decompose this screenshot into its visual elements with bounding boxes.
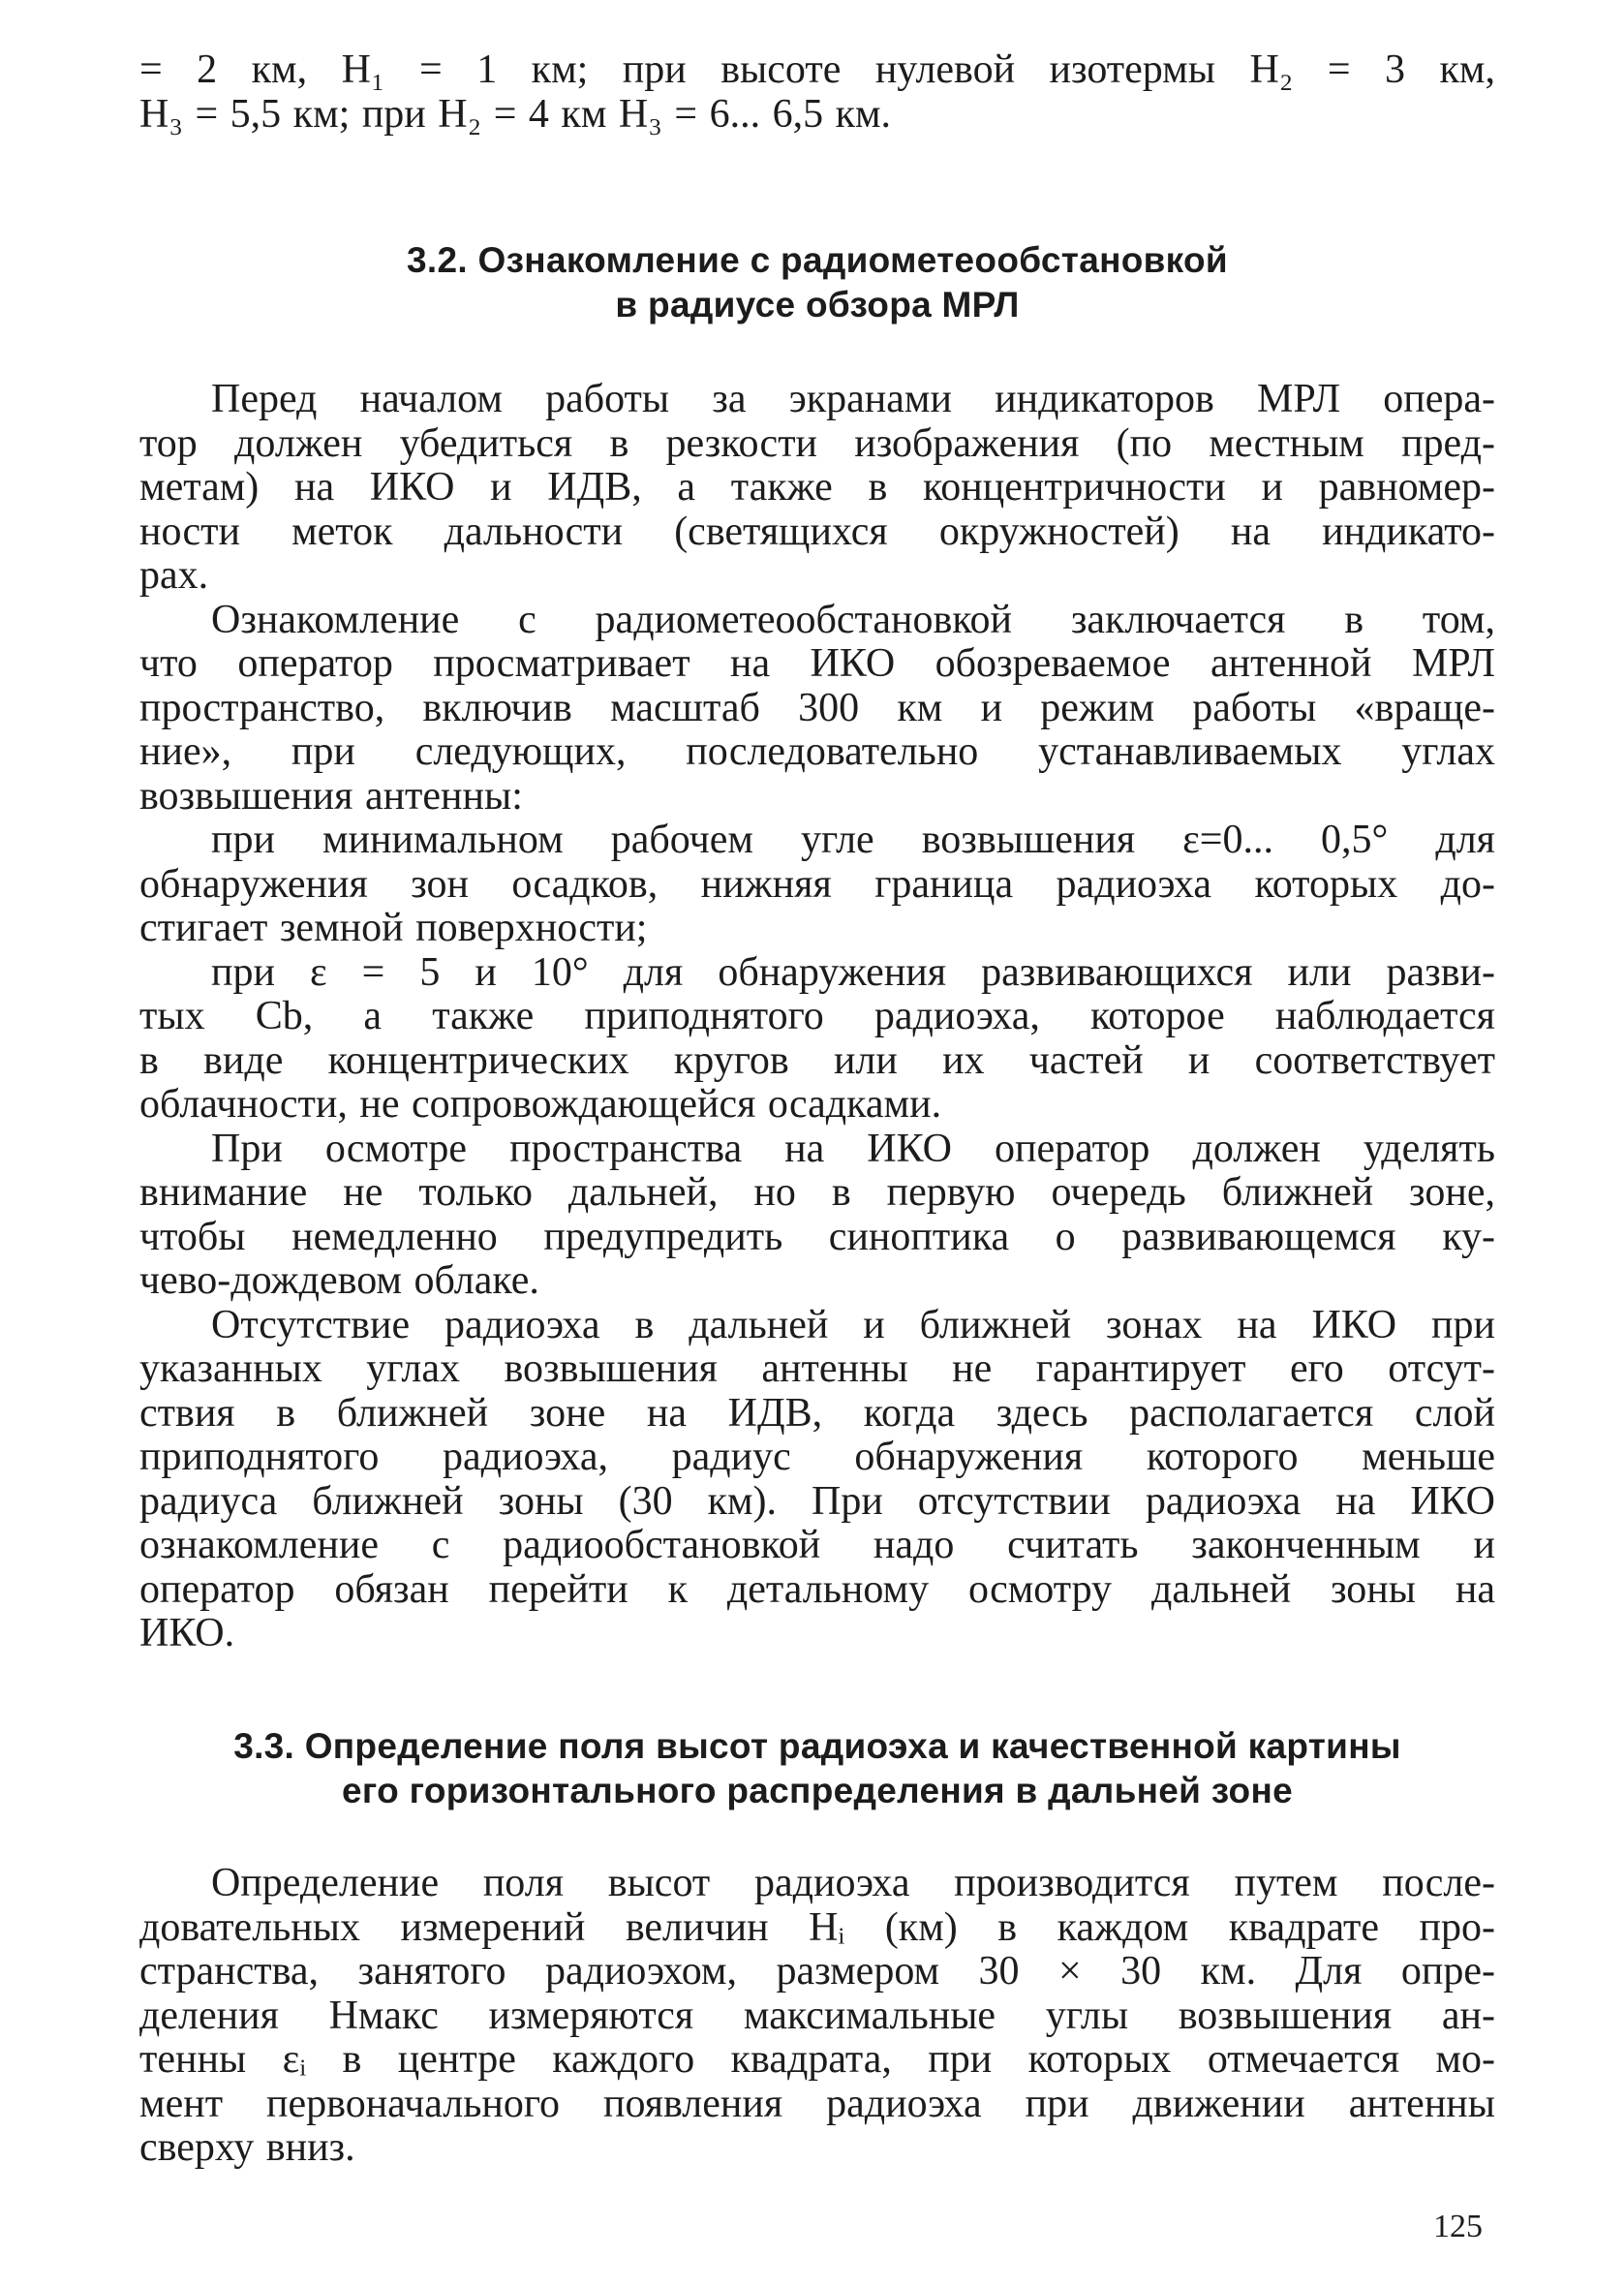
- heading-line: в радиусе обзора МРЛ: [615, 285, 1020, 325]
- text-line: тенны εᵢ в центре каждого квадрата, при которых отмечается мо-: [139, 2037, 1495, 2082]
- paragraph: [139, 951, 1495, 1128]
- text-line: внимание не только дальней, но в первую очередь ближней зоне,: [139, 1170, 1495, 1215]
- text-line: тор должен убедиться в резкости изображения (по местным пред-: [139, 420, 1495, 466]
- text-line: При осмотре пространства на ИКО оператор должен уделять: [211, 1126, 1495, 1171]
- text-line: чево-дождевом облаке.: [139, 1258, 539, 1303]
- text-line: сверху вниз.: [139, 2125, 355, 2170]
- text-line: стигает земной поверхности;: [139, 906, 648, 950]
- text-line: приподнятого радиоэха, радиус обнаружения которого меньше: [139, 1435, 1495, 1479]
- paragraph: [139, 819, 1495, 951]
- text-line: мент первоначального появления радиоэха при движении антенны: [139, 2081, 1495, 2126]
- paragraph: [139, 1862, 1495, 2171]
- text-line: ИКО.: [139, 1611, 235, 1655]
- section-heading-3-3: [139, 1724, 1495, 1813]
- text-line: Определение поля высот радиоэха производится путем после-: [211, 1861, 1495, 1905]
- text-line: ствия в ближней зоне на ИДВ, когда здесь располагается слой: [139, 1390, 1495, 1436]
- text-line: при ε = 5 и 10° для обнаружения развивающихся или разви-: [211, 949, 1495, 995]
- text-line: деления Hмакс измеряются максимальные углы возвышения ан-: [139, 1993, 1495, 2038]
- text-line: тых Cb, а также приподнятого радиоэха, которое наблюдается: [139, 994, 1495, 1038]
- paragraph: [139, 1304, 1495, 1656]
- paragraph: [139, 1128, 1495, 1304]
- section-heading-3-2: [139, 238, 1495, 327]
- heading-line: 3.3. Определение поля высот радиоэха и качественной картины: [233, 1726, 1401, 1766]
- text-line: пространство, включив масштаб 300 км и режим работы «враще-: [139, 685, 1495, 730]
- text-line: при минимальном рабочем угле возвышения ε=0... 0,5° для: [211, 818, 1495, 862]
- text-line: возвышения антенны:: [139, 773, 523, 819]
- text-line: довательных измерений величин Hᵢ (км) в каждом квадрате про-: [139, 1904, 1495, 1950]
- text-line: H₃ = 5,5 км; при H₂ = 4 км H₃ = 6... 6,5 км.: [139, 91, 892, 137]
- section-body-3-2: [139, 378, 1495, 1656]
- intro-paragraph: [139, 48, 1495, 137]
- text-line: Отсутствие радиоэха в дальней и ближней зонах на ИКО при: [211, 1302, 1495, 1347]
- page-number: 125: [1433, 2209, 1483, 2244]
- heading-line: 3.2. Ознакомление с радиометеообстановкой: [407, 240, 1228, 280]
- text-line: ности меток дальности (светящихся окружностей) на индикато-: [139, 509, 1495, 554]
- text-line: метам) на ИКО и ИДВ, а также в концентричности и равномер-: [139, 465, 1495, 510]
- text-line: странства, занятого радиоэхом, размером 30 × 30 км. Для опре-: [139, 1949, 1495, 1994]
- heading-line: его горизонтального распределения в дальней зоне: [342, 1771, 1293, 1810]
- text-line: Ознакомление с радиометеообстановкой заключается в том,: [211, 597, 1495, 642]
- text-line: обнаружения зон осадков, нижняя граница радиоэха которых до-: [139, 861, 1495, 907]
- text-line: Перед началом работы за экранами индикаторов МРЛ опера-: [211, 377, 1495, 421]
- text-line: = 2 км, H₁ = 1 км; при высоте нулевой изотермы H₂ = 3 км,: [139, 47, 1495, 92]
- text-line: радиуса ближней зоны (30 км). При отсутствии радиоэха на ИКО: [139, 1478, 1495, 1524]
- paragraph: [139, 599, 1495, 819]
- text-line: облачности, не сопровождающейся осадками.: [139, 1082, 942, 1127]
- text-line: ознакомление с радиообстановкой надо считать законченным и: [139, 1523, 1495, 1567]
- text-line: что оператор просматривает на ИКО обозреваемое антенной МРЛ: [139, 641, 1495, 686]
- text-line: чтобы немедленно предупредить синоптика о развивающемся ку-: [139, 1214, 1495, 1259]
- text-line: рах.: [139, 553, 209, 598]
- text-line: ние», при следующих, последовательно устанавливаемых углах: [139, 729, 1495, 774]
- section-body-3-3: [139, 1862, 1495, 2171]
- text-line: в виде концентрических кругов или их частей и соответствует: [139, 1037, 1495, 1083]
- text-line: оператор обязан перейти к детальному осмотру дальней зоны на: [139, 1566, 1495, 1612]
- text-line: указанных углах возвышения антенны не гарантирует его отсут-: [139, 1346, 1495, 1391]
- paragraph: [139, 378, 1495, 599]
